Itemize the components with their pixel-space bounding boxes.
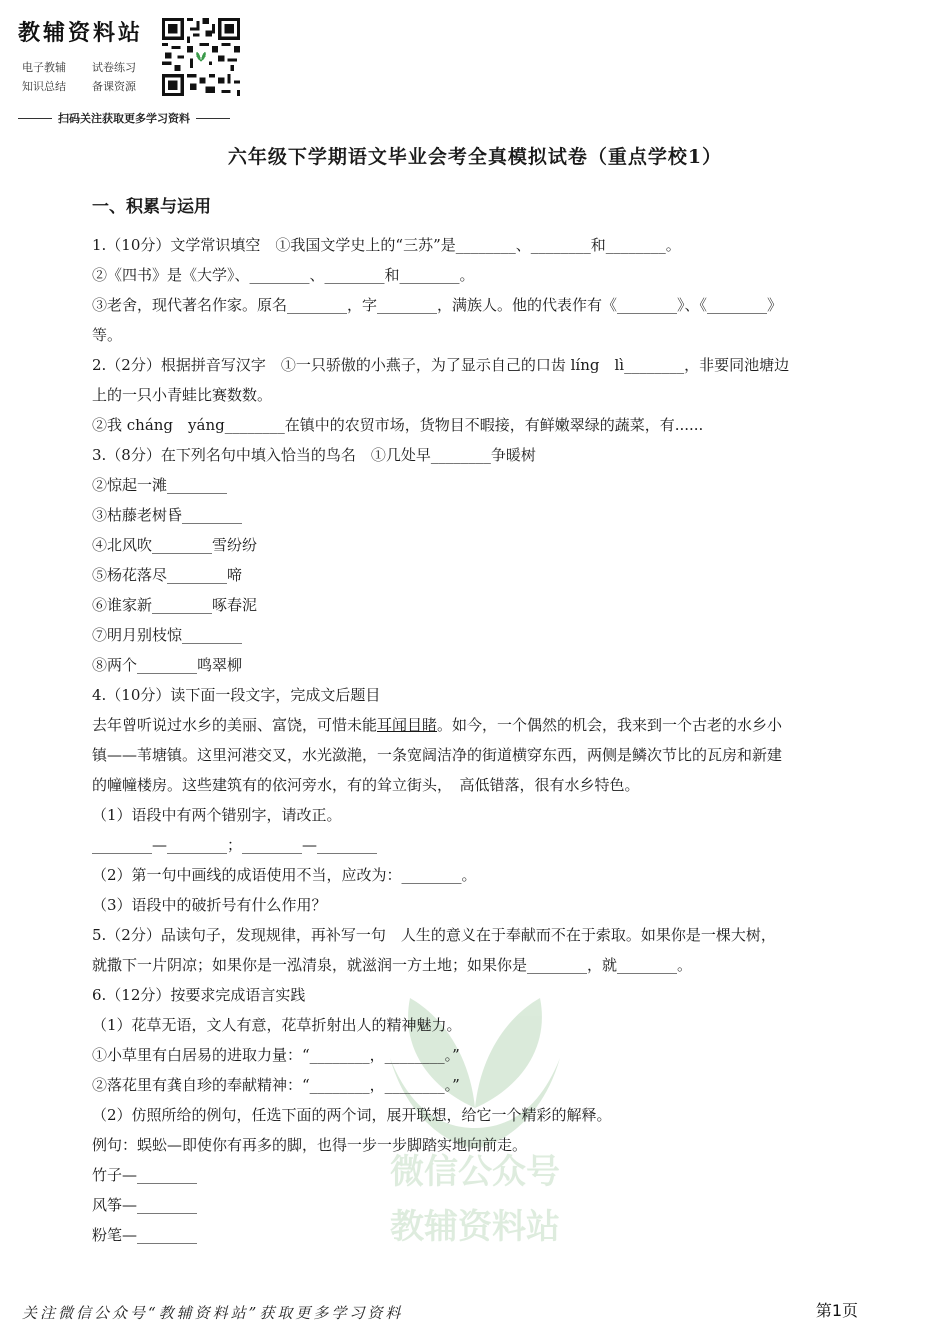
question-line: ②惊起一滩________ (92, 476, 228, 494)
question-line: 上的一只小青蛙比赛数数。 (92, 386, 273, 404)
scan-prompt (18, 110, 230, 126)
brand-tag: 备课资源 (92, 80, 136, 93)
question-line: 2.（2分）根据拼音写汉字 ①一只骄傲的小燕子，为了显示自己的口齿 líng lì________，非要同池塘边 (92, 356, 790, 374)
exam-body (92, 230, 860, 1250)
passage-line (92, 710, 860, 740)
question-line: ③老舍，现代著名作家。原名________，字________，满族人。他的代表作有《________》、《________》 (92, 296, 783, 314)
question-line: ⑦明月别枝惊________ (92, 626, 243, 644)
question-line: ④北风吹________雪纷纷 (92, 536, 258, 554)
question-line: 等。 (92, 326, 123, 344)
brand-tag: 电子教辅 (22, 61, 66, 74)
brand-tag: 试卷练习 (92, 61, 136, 74)
section-heading: 一、积累与运用 (92, 197, 211, 217)
passage-line: 的幢幢楼房。这些建筑有的依河旁水，有的耸立街头， 高低错落，很有水乡特色。 (92, 776, 640, 794)
qr-code-icon (162, 18, 240, 96)
question-line: ⑤杨花落尽________啼 (92, 566, 243, 584)
question-line: （3）语段中的破折号有什么作用？ (92, 896, 327, 914)
question-line: 5.（2分）品读句子，发现规律，再补写一句 人生的意义在于奉献而不在于索取。如果你是一棵大树， (92, 926, 776, 944)
question-line: ②我 cháng yáng________在镇中的农贸市场，货物目不暇接，有鲜嫩翠绿的蔬菜，有...... (92, 416, 704, 434)
underlined-idiom: 耳闻目睹 (377, 716, 438, 734)
question-line: 风筝—________ (92, 1196, 198, 1214)
scan-text: 扫码关注获取更多学习资料 (58, 112, 190, 125)
question-line: ①小草里有白居易的进取力量：“________，________。” (92, 1046, 460, 1064)
answer-blank-line: ________—________；________—________ (92, 836, 378, 854)
question-line: ⑧两个________鸣翠柳 (92, 656, 243, 674)
question-line: （1）语段中有两个错别字，请改正。 (92, 806, 342, 824)
question-line: 竹子—________ (92, 1166, 198, 1184)
question-line: 粉笔—________ (92, 1226, 198, 1244)
question-line: 例句：蜈蚣—即使你有再多的脚，也得一步一步脚踏实地向前走。 (92, 1136, 528, 1154)
question-line: （2）第一句中画线的成语使用不当，应改为：________。 (92, 866, 477, 884)
passage-line: 镇——苇塘镇。这里河港交叉，水光潋滟，一条宽阔洁净的街道横穿东西，两侧是鳞次节比的瓦房和新建 (92, 746, 783, 764)
watermark-text: 微信公众号 (390, 1152, 560, 1192)
footer-note: 关注微信公众号“教辅资料站”获取更多学习资料 (22, 1304, 404, 1322)
question-line: 3.（8分）在下列名句中填入恰当的鸟名 ①几处早________争暖树 (92, 446, 536, 464)
question-line: ⑥谁家新________啄春泥 (92, 596, 258, 614)
brand-tags (22, 58, 162, 96)
question-line: 6.（12分）按要求完成语言实践 (92, 986, 306, 1004)
divider (18, 118, 52, 119)
passage-text: 去年曾听说过水乡的美丽、富饶，可惜未能 (92, 716, 378, 734)
passage-text: 。如今，一个偶然的机会，我来到一个古老的水乡小 (437, 716, 783, 734)
question-line: （1）花草无语，文人有意，花草折射出人的精神魅力。 (92, 1016, 462, 1034)
question-line: ②《四书》是《大学》、________、________和________。 (92, 266, 475, 284)
brand-tag: 知识总结 (22, 80, 66, 93)
question-line: 就撒下一片阴凉；如果你是一泓清泉，就滋润一方土地；如果你是________，就________。 (92, 956, 693, 974)
question-line: 4.（10分）读下面一段文字，完成文后题目 (92, 686, 381, 704)
watermark-text: 教辅资料站 (390, 1207, 560, 1247)
divider (196, 118, 230, 119)
brand-name: 教辅资料站 (18, 21, 144, 46)
page-number: 第1页 (815, 1301, 858, 1320)
question-line: ③枯藤老树昏________ (92, 506, 243, 524)
question-line: 1.（10分）文学常识填空 ①我国文学史上的“三苏”是________、________和________。 (92, 236, 681, 254)
page-title: 六年级下学期语文毕业会考全真模拟试卷（重点学校1） (227, 146, 723, 168)
question-line: （2）仿照所给的例句，任选下面的两个词，展开联想，给它一个精彩的解释。 (92, 1106, 612, 1124)
question-line: ②落花里有龚自珍的奉献精神：“________，________。” (92, 1076, 460, 1094)
